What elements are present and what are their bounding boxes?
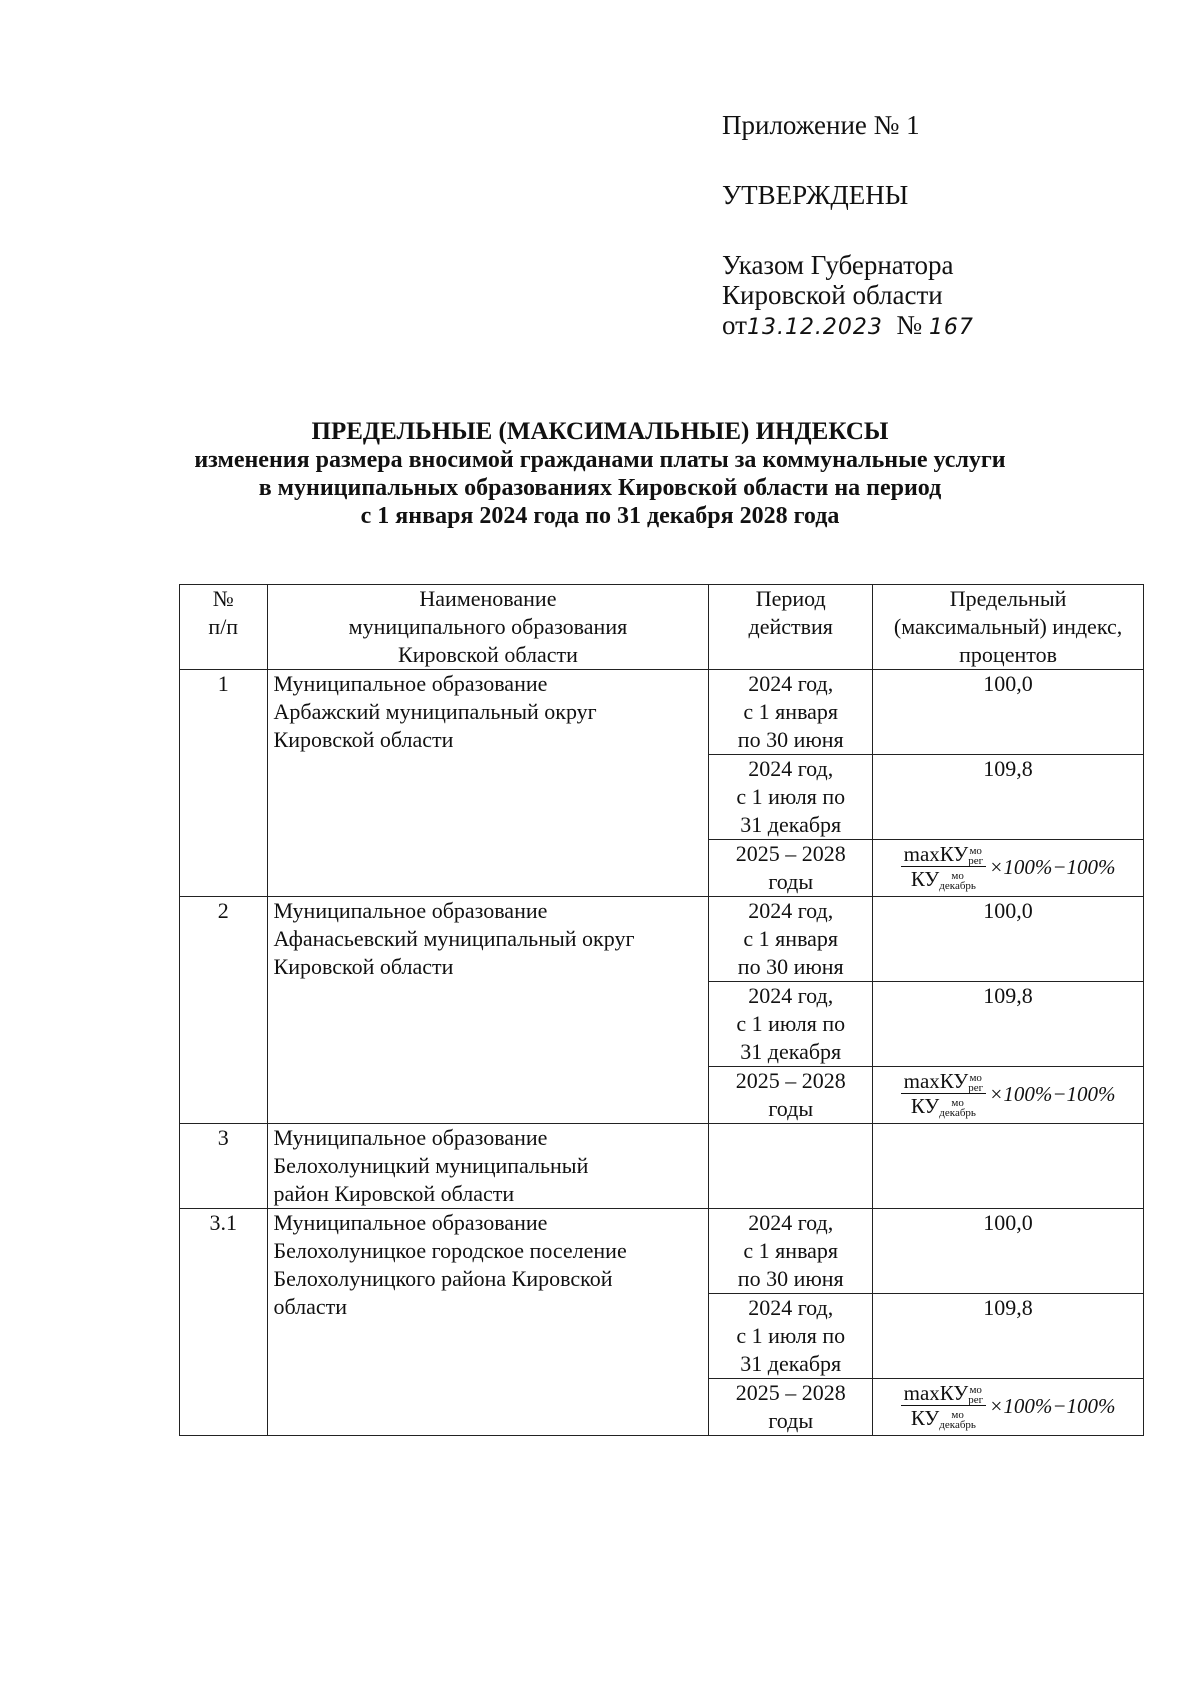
header-name: Наименование муниципального образования Кировской области <box>267 585 709 670</box>
formula-num-main: maxКУ <box>903 842 969 866</box>
formula-num-sub: рег <box>968 1394 984 1407</box>
municipality-name <box>267 670 709 897</box>
period-line: 2024 год, <box>748 756 834 781</box>
table-row <box>180 670 1144 755</box>
formula-num-main: maxКУ <box>903 1381 969 1405</box>
municipality-name-line: район Кировской области <box>273 1181 515 1206</box>
period-cell <box>709 840 873 897</box>
period-cell <box>709 670 873 755</box>
municipality-name-line: Муниципальное образование <box>273 1210 548 1235</box>
index-formula <box>879 840 1137 891</box>
title-line4: с 1 января 2024 года по 31 декабря 2028 года <box>360 503 840 529</box>
period-cell <box>709 982 873 1067</box>
formula-tail: ×100%−100% <box>989 854 1116 879</box>
number-prefix: № <box>896 310 923 340</box>
period-cell <box>709 1379 873 1436</box>
municipality-name <box>267 1124 709 1209</box>
index-cell <box>873 1067 1144 1124</box>
document-title <box>150 418 1050 530</box>
index-cell: 100,0 <box>873 670 1144 755</box>
index-cell: 109,8 <box>873 982 1144 1067</box>
municipality-name <box>267 897 709 1124</box>
table-header-row <box>180 585 1144 670</box>
period-line: по 30 июня <box>737 1266 844 1291</box>
header-index: Предельный (максимальный) индекс, процентов <box>873 585 1144 670</box>
period-cell <box>709 1067 873 1124</box>
decree-date-line <box>722 310 974 343</box>
period-line: с 1 июля по <box>736 784 846 809</box>
period-line: 2024 год, <box>748 1295 834 1320</box>
index-cell: 100,0 <box>873 897 1144 982</box>
approval-block <box>722 110 974 343</box>
index-cell: 100,0 <box>873 1209 1144 1294</box>
title-line2: изменения размера вносимой гражданами платы за коммунальные услуги <box>194 447 1006 473</box>
period-line: 31 декабря <box>740 1351 842 1376</box>
formula-num-scripts <box>968 1385 983 1405</box>
period-line: с 1 января <box>743 699 839 724</box>
period-line: годы <box>768 1096 814 1121</box>
formula-numerator <box>901 842 987 867</box>
row-number: 2 <box>180 897 268 1124</box>
formula-den-sub: декабрь <box>939 1419 976 1432</box>
title-line1: ПРЕДЕЛЬНЫЕ (МАКСИМАЛЬНЫЕ) ИНДЕКСЫ <box>311 418 889 445</box>
municipality-name-line: Кировской области <box>273 954 454 979</box>
index-cell: 109,8 <box>873 1294 1144 1379</box>
period-line: с 1 июля по <box>736 1323 846 1348</box>
formula-den-main: КУ <box>910 1094 940 1119</box>
row-number: 3.1 <box>180 1209 268 1436</box>
formula-den-sup: мо <box>951 870 964 883</box>
formula-num-sup: мо <box>969 1384 982 1397</box>
period-cell <box>709 1294 873 1379</box>
municipality-name-line: Белохолуницкое городское поселение <box>273 1238 627 1263</box>
formula-numerator <box>901 1069 987 1094</box>
formula-denominator <box>908 1094 979 1118</box>
municipality-name <box>267 1209 709 1436</box>
period-line: по 30 июня <box>737 727 844 752</box>
formula-den-scripts <box>939 871 976 891</box>
formula-num-scripts <box>968 1073 983 1093</box>
index-formula <box>879 1379 1137 1430</box>
period-line: 2025 – 2028 <box>735 841 846 866</box>
formula-denominator <box>908 1406 979 1430</box>
municipality-name-line: Белохолуницкий муниципальный <box>273 1153 589 1178</box>
appendix-label: Приложение № 1 <box>722 110 920 140</box>
formula-num-sup: мо <box>969 1072 982 1085</box>
table-row <box>180 897 1144 982</box>
formula-den-sup: мо <box>951 1409 964 1422</box>
municipality-name-line: Муниципальное образование <box>273 1125 548 1150</box>
period-line: 2024 год, <box>748 898 834 923</box>
period-line: с 1 января <box>743 1238 839 1263</box>
municipality-name-line: Муниципальное образование <box>273 898 548 923</box>
period-line: 2025 – 2028 <box>735 1380 846 1405</box>
period-line: 31 декабря <box>740 812 842 837</box>
formula-den-sub: декабрь <box>939 1107 976 1120</box>
period-line: 2024 год, <box>748 1210 834 1235</box>
formula-num-scripts <box>968 846 983 866</box>
period-line: с 1 января <box>743 926 839 951</box>
formula-num-main: maxКУ <box>903 1069 969 1093</box>
indices-table <box>179 584 1144 1436</box>
header-period: Период действия <box>709 585 873 670</box>
row-number: 3 <box>180 1124 268 1209</box>
row-number: 1 <box>180 670 268 897</box>
formula-num-sup: мо <box>969 845 982 858</box>
title-line3: в муниципальных образованиях Кировской области на период <box>258 475 942 501</box>
period-line: годы <box>768 869 814 894</box>
municipality-name-line: Муниципальное образование <box>273 671 548 696</box>
formula-fraction <box>901 1069 987 1118</box>
formula-tail: ×100%−100% <box>989 1393 1116 1418</box>
index-cell <box>873 1379 1144 1436</box>
formula-den-main: КУ <box>910 867 940 892</box>
formula-den-sub: декабрь <box>939 880 976 893</box>
formula-num-sub: рег <box>968 855 984 868</box>
index-formula <box>879 1067 1137 1118</box>
approved-by-line2: Кировской области <box>722 280 943 310</box>
index-cell: 109,8 <box>873 755 1144 840</box>
period-line: с 1 июля по <box>736 1011 846 1036</box>
municipality-name-line: Афанасьевский муниципальный округ <box>273 926 635 951</box>
municipality-name-line: Кировской области <box>273 727 454 752</box>
handwritten-number: 167 <box>928 315 974 340</box>
approved-label: УТВЕРЖДЕНЫ <box>722 180 909 210</box>
municipality-name-line: Арбажский муниципальный округ <box>273 699 597 724</box>
formula-denominator <box>908 867 979 891</box>
approved-by-line1: Указом Губернатора <box>722 250 954 280</box>
index-cell <box>873 1124 1144 1209</box>
period-line: по 30 июня <box>737 954 844 979</box>
period-cell <box>709 1124 873 1209</box>
index-cell <box>873 840 1144 897</box>
formula-num-sub: рег <box>968 1082 984 1095</box>
table-row <box>180 1124 1144 1209</box>
period-line: 31 декабря <box>740 1039 842 1064</box>
date-prefix: от <box>722 310 747 340</box>
table-row <box>180 1209 1144 1294</box>
formula-fraction <box>901 1381 987 1430</box>
period-line: 2025 – 2028 <box>735 1068 846 1093</box>
period-line: 2024 год, <box>748 671 834 696</box>
municipality-name-line: области <box>273 1294 348 1319</box>
handwritten-date: 13.12.2023 <box>746 315 883 340</box>
formula-den-scripts <box>939 1098 976 1118</box>
formula-numerator <box>901 1381 987 1406</box>
formula-den-sup: мо <box>951 1097 964 1110</box>
formula-den-scripts <box>939 1410 976 1430</box>
header-num: № п/п <box>180 585 268 670</box>
municipality-name-line: Белохолуницкого района Кировской <box>273 1266 613 1291</box>
formula-den-main: КУ <box>910 1406 940 1431</box>
formula-fraction <box>901 842 987 891</box>
period-cell <box>709 897 873 982</box>
formula-tail: ×100%−100% <box>989 1081 1116 1106</box>
period-line: 2024 год, <box>748 983 834 1008</box>
period-cell <box>709 1209 873 1294</box>
period-cell <box>709 755 873 840</box>
period-line: годы <box>768 1408 814 1433</box>
